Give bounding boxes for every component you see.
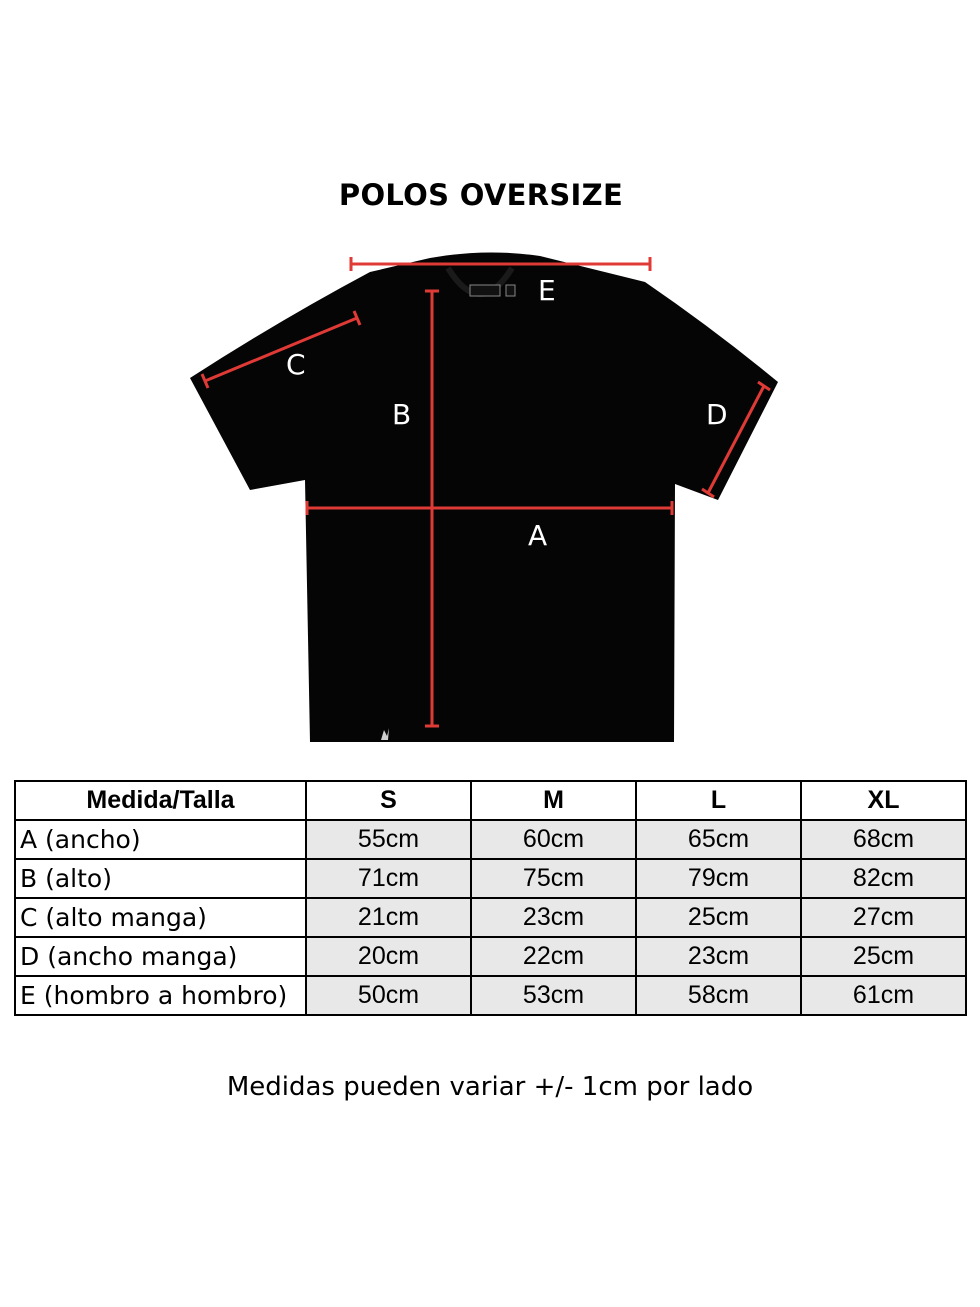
header-cell: XL	[801, 781, 966, 820]
row-label: B (alto)	[15, 859, 306, 898]
table-cell: 58cm	[636, 976, 801, 1015]
label-a: A	[528, 519, 548, 552]
table-cell: 20cm	[306, 937, 471, 976]
table-cell: 60cm	[471, 820, 636, 859]
label-b: B	[392, 398, 412, 431]
table-cell: 68cm	[801, 820, 966, 859]
table-cell: 25cm	[636, 898, 801, 937]
page-title: POLOS OVERSIZE	[338, 178, 624, 212]
row-label: A (ancho)	[15, 820, 306, 859]
row-label: D (ancho manga)	[15, 937, 306, 976]
table-cell: 65cm	[636, 820, 801, 859]
table-cell: 23cm	[471, 898, 636, 937]
measurement-note: Medidas pueden variar +/- 1cm por lado	[226, 1072, 754, 1102]
table-row	[15, 820, 966, 859]
table-row	[15, 976, 966, 1015]
table-cell: 79cm	[636, 859, 801, 898]
table-cell: 27cm	[801, 898, 966, 937]
table-row	[15, 859, 966, 898]
brand-tag	[470, 285, 500, 296]
header-cell: M	[471, 781, 636, 820]
table-cell: 50cm	[306, 976, 471, 1015]
header-cell: Medida/Talla	[15, 781, 306, 820]
table-cell: 53cm	[471, 976, 636, 1015]
table-cell: 71cm	[306, 859, 471, 898]
table-row	[15, 898, 966, 937]
table-cell: 55cm	[306, 820, 471, 859]
table-row	[15, 937, 966, 976]
table-cell: 25cm	[801, 937, 966, 976]
label-c: C	[286, 348, 306, 381]
table-cell: 82cm	[801, 859, 966, 898]
label-e: E	[538, 274, 556, 307]
header-cell: S	[306, 781, 471, 820]
table-cell: 23cm	[636, 937, 801, 976]
table-cell: 22cm	[471, 937, 636, 976]
table-header-row	[15, 781, 966, 820]
size-tag	[506, 285, 515, 296]
tshirt-shape	[190, 252, 778, 742]
header-cell: L	[636, 781, 801, 820]
table-cell: 21cm	[306, 898, 471, 937]
row-label: E (hombro a hombro)	[15, 976, 306, 1015]
label-d: D	[706, 398, 728, 431]
size-chart-table	[14, 780, 967, 1016]
table-cell: 75cm	[471, 859, 636, 898]
row-label: C (alto manga)	[15, 898, 306, 937]
table-cell: 61cm	[801, 976, 966, 1015]
